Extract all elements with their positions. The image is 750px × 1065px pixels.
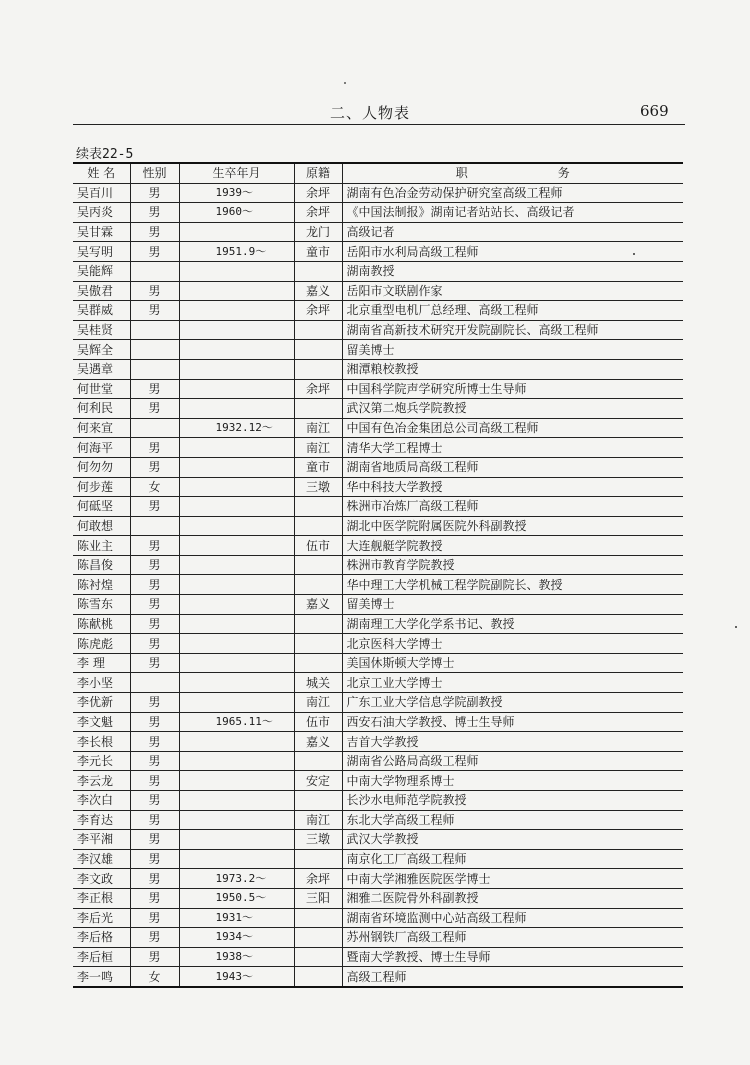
cell-lifespan (179, 653, 294, 673)
cell-lifespan: 1932.12～ (179, 418, 294, 438)
cell-name: 李文政 (73, 869, 130, 889)
cell-sex: 男 (130, 242, 179, 262)
table-row (73, 751, 683, 771)
table-row (73, 830, 683, 850)
cell-name: 何砥坚 (73, 497, 130, 517)
cell-sex: 女 (130, 477, 179, 497)
table-row (73, 497, 683, 517)
cell-native-place (294, 653, 342, 673)
table-row (73, 379, 683, 399)
cell-native-place (294, 340, 342, 360)
cell-sex (130, 516, 179, 536)
cell-position: 湖南理工大学化学系书记、教授 (342, 614, 683, 634)
cell-native-place (294, 751, 342, 771)
cell-native-place: 南江 (294, 418, 342, 438)
cell-lifespan: 1951.9～ (179, 242, 294, 262)
cell-name: 李长根 (73, 732, 130, 752)
cell-lifespan: 1943～ (179, 967, 294, 986)
page-number: 669 (640, 102, 669, 120)
cell-position: 湘雅二医院骨外科副教授 (342, 888, 683, 908)
cell-lifespan (179, 555, 294, 575)
header-rule (73, 124, 685, 125)
cell-lifespan (179, 379, 294, 399)
cell-sex: 男 (130, 771, 179, 791)
column-header-sex: 性别 (130, 164, 179, 183)
people-table (73, 164, 683, 986)
cell-lifespan (179, 634, 294, 654)
table-row (73, 516, 683, 536)
table-row (73, 359, 683, 379)
cell-position: 西安石油大学教授、博士生导师 (342, 712, 683, 732)
cell-position: 广东工业大学信息学院副教授 (342, 693, 683, 713)
column-header-lifespan: 生卒年月 (179, 164, 294, 183)
cell-name: 吴遇章 (73, 359, 130, 379)
cell-name: 吴甘霖 (73, 222, 130, 242)
cell-name: 李后桓 (73, 947, 130, 967)
scan-speck (735, 626, 737, 628)
cell-position: 高级记者 (342, 222, 683, 242)
cell-sex: 男 (130, 830, 179, 850)
cell-sex: 男 (130, 888, 179, 908)
cell-sex (130, 673, 179, 693)
table-row (73, 242, 683, 262)
cell-name: 吴群威 (73, 301, 130, 321)
cell-lifespan (179, 830, 294, 850)
cell-lifespan (179, 575, 294, 595)
cell-native-place: 南江 (294, 693, 342, 713)
cell-native-place: 南江 (294, 810, 342, 830)
cell-lifespan (179, 301, 294, 321)
cell-name: 吴写明 (73, 242, 130, 262)
cell-position: 湖南省环境监测中心站高级工程师 (342, 908, 683, 928)
table-row (73, 203, 683, 223)
cell-sex: 男 (130, 614, 179, 634)
cell-native-place (294, 516, 342, 536)
cell-name: 吴桂贤 (73, 320, 130, 340)
cell-native-place (294, 359, 342, 379)
cell-position: 中南大学湘雅医院医学博士 (342, 869, 683, 889)
table-row (73, 653, 683, 673)
cell-native-place (294, 320, 342, 340)
cell-sex (130, 340, 179, 360)
cell-name: 何海平 (73, 438, 130, 458)
cell-lifespan (179, 340, 294, 360)
cell-position: 吉首大学教授 (342, 732, 683, 752)
table-row (73, 791, 683, 811)
cell-native-place (294, 908, 342, 928)
cell-native-place (294, 497, 342, 517)
cell-sex: 男 (130, 457, 179, 477)
table-header-row (73, 164, 683, 183)
cell-name: 吴能辉 (73, 261, 130, 281)
cell-sex: 男 (130, 928, 179, 948)
scan-speck (633, 253, 635, 255)
table-row (73, 634, 683, 654)
cell-name: 李优新 (73, 693, 130, 713)
cell-sex: 男 (130, 810, 179, 830)
cell-position: 北京重型电机厂总经理、高级工程师 (342, 301, 683, 321)
table-row (73, 301, 683, 321)
cell-name: 吴傲君 (73, 281, 130, 301)
cell-sex: 男 (130, 536, 179, 556)
table-row (73, 477, 683, 497)
page-header (0, 0, 750, 130)
cell-lifespan (179, 693, 294, 713)
table-body (73, 183, 683, 986)
cell-position: 留美博士 (342, 595, 683, 615)
table-row (73, 418, 683, 438)
cell-position: 东北大学高级工程师 (342, 810, 683, 830)
cell-name: 李后光 (73, 908, 130, 928)
cell-sex: 男 (130, 379, 179, 399)
cell-position: 长沙水电师范学院教授 (342, 791, 683, 811)
cell-native-place: 南江 (294, 438, 342, 458)
table-row (73, 536, 683, 556)
cell-lifespan (179, 281, 294, 301)
cell-position: 中国有色冶金集团总公司高级工程师 (342, 418, 683, 438)
cell-position: 暨南大学教授、博士生导师 (342, 947, 683, 967)
cell-position: 北京工业大学博士 (342, 673, 683, 693)
cell-sex: 男 (130, 399, 179, 419)
cell-lifespan: 1960～ (179, 203, 294, 223)
cell-native-place: 三墩 (294, 477, 342, 497)
cell-lifespan: 1973.2～ (179, 869, 294, 889)
table-row (73, 693, 683, 713)
cell-sex: 男 (130, 908, 179, 928)
cell-position: 美国休斯顿大学博士 (342, 653, 683, 673)
cell-name: 李一鸣 (73, 967, 130, 986)
cell-position: 高级工程师 (346, 969, 407, 984)
cell-lifespan (179, 497, 294, 517)
cell-name: 何来宣 (73, 418, 130, 438)
table-caption: 续表22-5 (76, 147, 134, 162)
cell-native-place: 伍市 (294, 712, 342, 732)
cell-lifespan (179, 595, 294, 615)
cell-position: 湖北中医学院附属医院外科副教授 (342, 516, 683, 536)
cell-name: 吴百川 (73, 183, 130, 203)
cell-position: 湖南省地质局高级工程师 (342, 457, 683, 477)
cell-name: 陈昌俊 (73, 555, 130, 575)
cell-sex: 男 (130, 693, 179, 713)
cell-position: 湘潭粮校教授 (342, 359, 683, 379)
cell-sex (130, 359, 179, 379)
cell-name: 李元长 (73, 751, 130, 771)
cell-lifespan (179, 810, 294, 830)
cell-native-place (294, 261, 342, 281)
cell-lifespan (179, 849, 294, 869)
cell-name: 李育达 (73, 810, 130, 830)
column-header-position: 职务 (342, 164, 683, 183)
cell-sex: 男 (130, 732, 179, 752)
cell-lifespan (179, 359, 294, 379)
cell-sex: 男 (130, 869, 179, 889)
cell-position: 湖南省高新技术研究开发院副院长、高级工程师 (342, 320, 683, 340)
cell-position: 大连舰艇学院教授 (342, 536, 683, 556)
table-row (73, 320, 683, 340)
column-header-name: 姓 名 (73, 164, 130, 183)
cell-lifespan (179, 477, 294, 497)
cell-sex: 男 (130, 183, 179, 203)
cell-name: 何敢想 (73, 516, 130, 536)
cell-position: 北京医科大学博士 (342, 634, 683, 654)
cell-native-place: 城关 (294, 673, 342, 693)
cell-name: 何利民 (73, 399, 130, 419)
table-row (73, 183, 683, 203)
cell-name: 何勿勿 (73, 457, 130, 477)
cell-name: 陈雪东 (73, 595, 130, 615)
cell-native-place: 嘉义 (294, 595, 342, 615)
cell-lifespan (179, 673, 294, 693)
table-row (73, 281, 683, 301)
cell-position: 湖南有色冶金劳动保护研究室高级工程师 (342, 183, 683, 203)
cell-native-place (294, 928, 342, 948)
cell-sex: 男 (130, 849, 179, 869)
cell-name: 李后格 (73, 928, 130, 948)
cell-sex: 男 (130, 751, 179, 771)
cell-sex: 男 (130, 497, 179, 517)
cell-position: 留美博士 (342, 340, 683, 360)
cell-name: 吴丙炎 (73, 203, 130, 223)
cell-lifespan (179, 261, 294, 281)
cell-lifespan (179, 399, 294, 419)
cell-lifespan (179, 320, 294, 340)
cell-sex: 男 (130, 575, 179, 595)
cell-name: 李 理 (73, 653, 130, 673)
cell-native-place (294, 555, 342, 575)
cell-lifespan: 1938～ (179, 947, 294, 967)
cell-sex (130, 261, 179, 281)
cell-name: 李小坚 (73, 673, 130, 693)
cell-position: 华中理工大学机械工程学院副院长、教授 (342, 575, 683, 595)
cell-native-place: 余坪 (294, 869, 342, 889)
cell-sex: 男 (130, 653, 179, 673)
table-row (73, 810, 683, 830)
table-row (73, 555, 683, 575)
table-row (73, 595, 683, 615)
table-row (73, 222, 683, 242)
table-row (73, 340, 683, 360)
page-title: 二、人物表 (330, 104, 411, 122)
cell-position: 武汉大学教授 (342, 830, 683, 850)
cell-native-place: 童市 (294, 457, 342, 477)
cell-sex: 男 (130, 555, 179, 575)
cell-lifespan: 1939～ (179, 183, 294, 203)
cell-sex: 男 (130, 281, 179, 301)
cell-lifespan: 1931～ (179, 908, 294, 928)
cell-lifespan (179, 457, 294, 477)
cell-name: 李次白 (73, 791, 130, 811)
cell-native-place: 余坪 (294, 379, 342, 399)
cell-sex: 男 (130, 712, 179, 732)
cell-native-place: 安定 (294, 771, 342, 791)
cell-name: 李正根 (73, 888, 130, 908)
cell-native-place: 童市 (294, 242, 342, 262)
cell-position: 岳阳市文联剧作家 (342, 281, 683, 301)
cell-position: 清华大学工程博士 (342, 438, 683, 458)
cell-sex: 男 (130, 595, 179, 615)
cell-lifespan: 1965.11～ (179, 712, 294, 732)
cell-lifespan (179, 222, 294, 242)
table-row (73, 399, 683, 419)
cell-sex: 男 (130, 203, 179, 223)
table-row (73, 438, 683, 458)
cell-sex: 女 (130, 967, 179, 986)
cell-name: 陈献桃 (73, 614, 130, 634)
people-table-wrapper (73, 162, 683, 988)
cell-lifespan (179, 536, 294, 556)
table-row (73, 947, 683, 967)
cell-lifespan (179, 516, 294, 536)
cell-native-place (294, 947, 342, 967)
table-row (73, 261, 683, 281)
table-row (73, 888, 683, 908)
table-row (73, 908, 683, 928)
cell-position: 株洲市教育学院教授 (342, 555, 683, 575)
table-row (73, 869, 683, 889)
table-row (73, 967, 683, 986)
cell-name: 陈业主 (73, 536, 130, 556)
cell-lifespan (179, 732, 294, 752)
cell-position: 中国科学院声学研究所博士生导师 (342, 379, 683, 399)
cell-lifespan: 1934～ (179, 928, 294, 948)
table-row (73, 673, 683, 693)
cell-native-place: 余坪 (294, 183, 342, 203)
cell-position: 《中国法制报》湖南记者站站长、高级记者 (342, 203, 683, 223)
cell-position: 苏州钢铁厂高级工程师 (342, 928, 683, 948)
cell-name: 何步莲 (73, 477, 130, 497)
cell-lifespan (179, 438, 294, 458)
cell-name: 陈虎彪 (73, 634, 130, 654)
table-row (73, 457, 683, 477)
cell-native-place: 龙门 (294, 222, 342, 242)
cell-name: 李文魁 (73, 712, 130, 732)
cell-native-place (294, 634, 342, 654)
cell-position: 株洲市冶炼厂高级工程师 (342, 497, 683, 517)
cell-name: 李汉雄 (73, 849, 130, 869)
table-row (73, 575, 683, 595)
cell-name: 吴辉全 (73, 340, 130, 360)
cell-native-place (294, 849, 342, 869)
table-row (73, 712, 683, 732)
cell-position: 岳阳市水利局高级工程师 (342, 242, 683, 262)
cell-lifespan (179, 614, 294, 634)
cell-native-place (294, 575, 342, 595)
cell-native-place: 嘉义 (294, 732, 342, 752)
cell-position: 南京化工厂高级工程师 (342, 849, 683, 869)
cell-sex: 男 (130, 791, 179, 811)
cell-sex: 男 (130, 947, 179, 967)
cell-name: 陈衬煌 (73, 575, 130, 595)
cell-native-place: 三阳 (294, 888, 342, 908)
table-row (73, 928, 683, 948)
cell-native-place: 三墩 (294, 830, 342, 850)
cell-name: 李云龙 (73, 771, 130, 791)
cell-name: 何世堂 (73, 379, 130, 399)
cell-native-place (294, 399, 342, 419)
cell-lifespan (179, 751, 294, 771)
cell-lifespan (179, 791, 294, 811)
cell-native-place (294, 614, 342, 634)
cell-sex: 男 (130, 301, 179, 321)
cell-lifespan: 1950.5～ (179, 888, 294, 908)
cell-native-place: 伍市 (294, 536, 342, 556)
cell-native-place: 余坪 (294, 301, 342, 321)
cell-native-place: 嘉义 (294, 281, 342, 301)
cell-position: 武汉第二炮兵学院教授 (342, 399, 683, 419)
cell-sex: 男 (130, 222, 179, 242)
cell-position: 华中科技大学教授 (342, 477, 683, 497)
cell-sex (130, 418, 179, 438)
table-row (73, 771, 683, 791)
table-row (73, 732, 683, 752)
cell-native-place (294, 967, 342, 986)
cell-native-place (294, 791, 342, 811)
scan-speck (344, 82, 346, 84)
cell-sex: 男 (130, 438, 179, 458)
cell-position: 湖南省公路局高级工程师 (342, 751, 683, 771)
table-row (73, 614, 683, 634)
cell-sex (130, 320, 179, 340)
column-header-native-place: 原籍 (294, 164, 342, 183)
cell-sex: 男 (130, 634, 179, 654)
cell-native-place: 余坪 (294, 203, 342, 223)
cell-name: 李平湘 (73, 830, 130, 850)
cell-position: 湖南教授 (342, 261, 683, 281)
table-row (73, 849, 683, 869)
cell-lifespan (179, 771, 294, 791)
cell-position: 中南大学物理系博士 (342, 771, 683, 791)
